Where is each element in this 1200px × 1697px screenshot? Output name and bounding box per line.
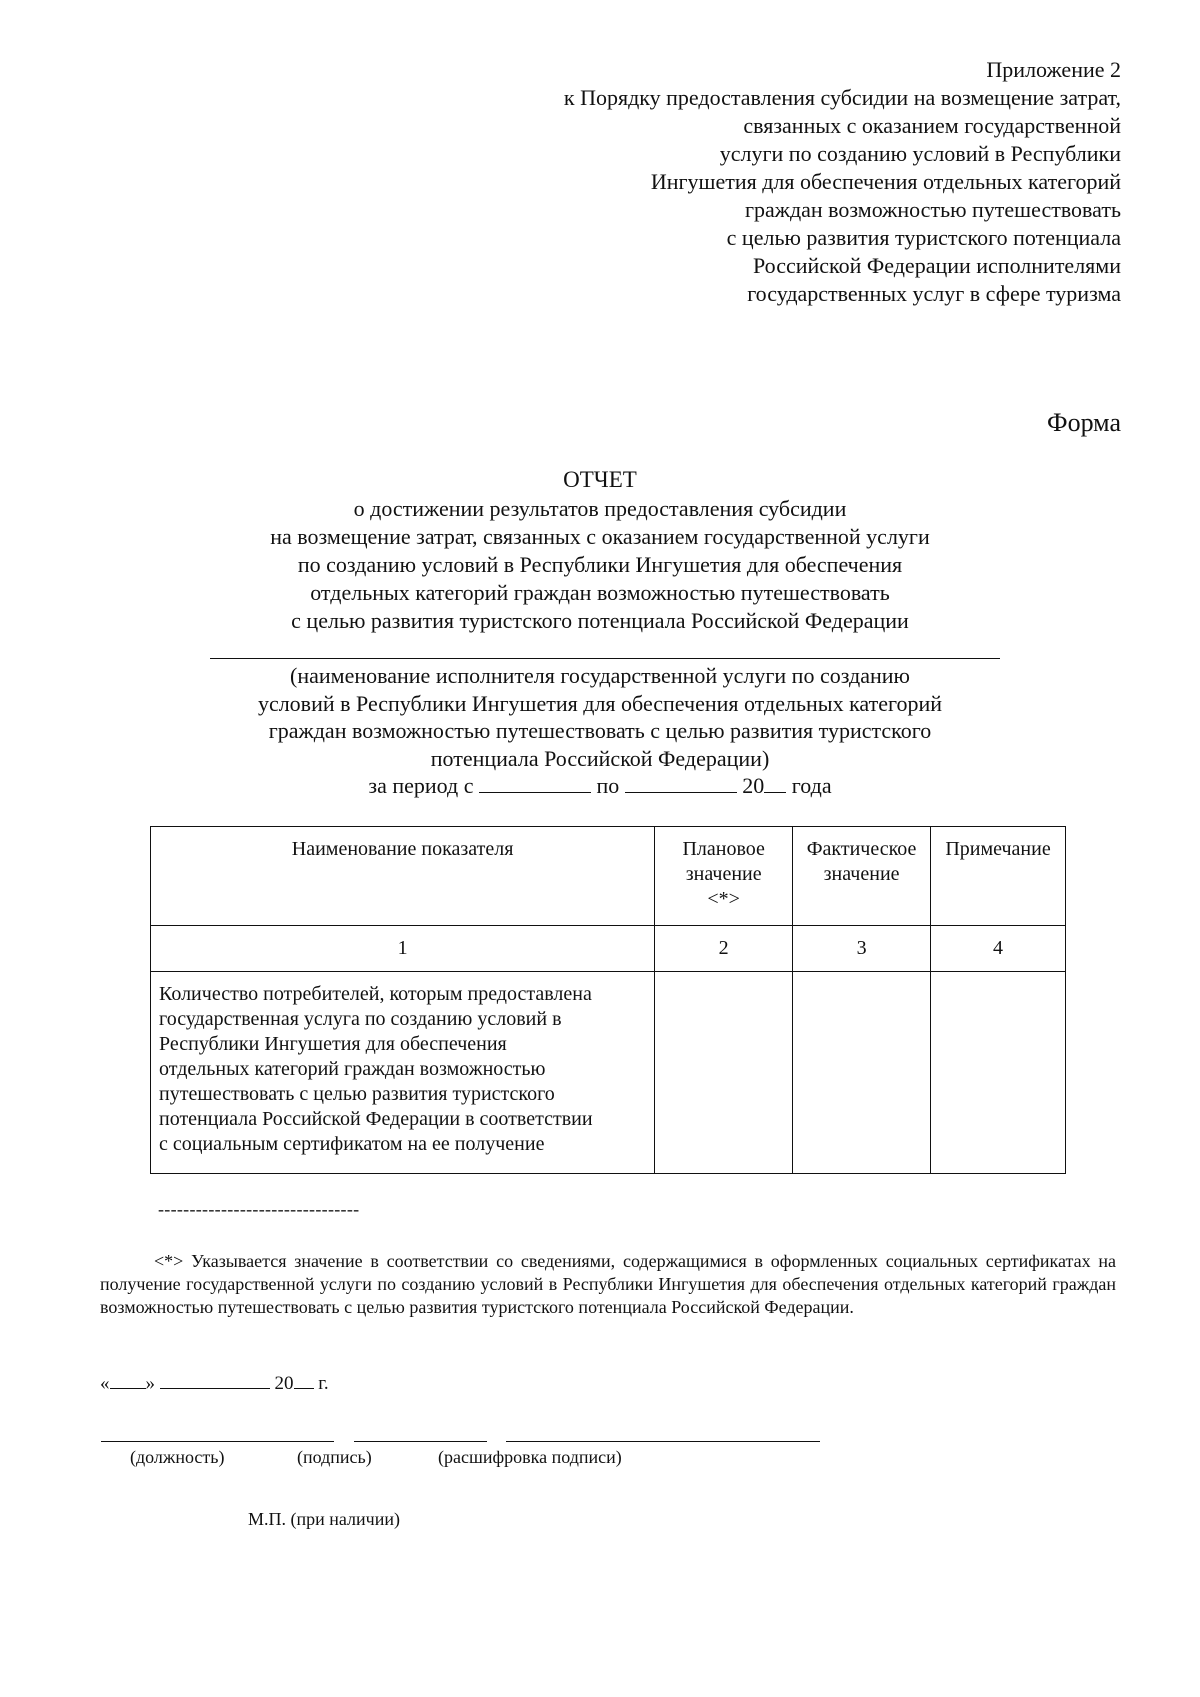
note-cell[interactable] xyxy=(931,972,1066,1174)
seal-label: М.П. (при наличии) xyxy=(248,1509,400,1529)
table-row xyxy=(151,972,1066,1174)
decoding-label: (расшифровка подписи) xyxy=(438,1447,622,1467)
signature-field[interactable] xyxy=(354,1441,487,1442)
column-number: 2 xyxy=(655,926,793,972)
appendix-line: Ингушетия для обеспечения отдельных категорий xyxy=(650,169,1121,194)
header-note: Примечание xyxy=(931,827,1066,926)
report-subtitle-line: на возмещение затрат, связанных с оказанием государственной услуги xyxy=(270,524,930,549)
column-number-row xyxy=(151,926,1066,972)
report-subtitle-line: о достижении результатов предоставления субсидии xyxy=(353,496,847,521)
appendix-line: связанных с оказанием государственной xyxy=(743,113,1121,138)
actual-value-cell[interactable] xyxy=(793,972,931,1174)
indicators-table xyxy=(150,826,1066,1174)
period-year-prefix: 20 xyxy=(742,773,765,798)
signature-label: (подпись) xyxy=(297,1447,372,1467)
position-label: (должность) xyxy=(130,1447,225,1467)
appendix-line: государственных услуг в сфере туризма xyxy=(747,281,1121,306)
appendix-line: к Порядку предоставления субсидии на возмещение затрат, xyxy=(563,85,1121,110)
report-title: ОТЧЕТ xyxy=(563,467,637,492)
report-subtitle-line: по созданию условий в Республики Ингушетия для обеспечения xyxy=(297,552,903,577)
column-number: 4 xyxy=(931,926,1066,972)
hint-line: условий в Республики Ингушетия для обеспечения отдельных категорий xyxy=(257,690,943,716)
footnote-separator: -------------------------------- xyxy=(158,1199,360,1219)
column-number: 3 xyxy=(793,926,931,972)
executor-name-hint xyxy=(150,662,1050,772)
form-label: Форма xyxy=(1047,408,1121,437)
appendix-line: с целью развития туристского потенциала xyxy=(726,225,1121,250)
indicator-name-cell: Количество потребителей, которым предоставлена государственная услуга по созданию условий в Республики Ингушетия для обеспечения отдельных категорий граждан возможностью путешествовать с целью развития туристского потенциала Российской Федерации в соответствии с социальным сертификатом на ее получение xyxy=(151,972,655,1174)
period-to-label: по xyxy=(596,773,620,798)
hint-line: граждан возможностью путешествовать с целью развития туристского xyxy=(268,718,932,743)
table-header-row xyxy=(151,827,1066,926)
header-indicator: Наименование показателя xyxy=(151,827,655,926)
period-start-field[interactable] xyxy=(479,772,591,793)
report-subtitle-line: с целью развития туристского потенциала Российской Федерации xyxy=(291,608,909,633)
header-actual: Фактическое значение xyxy=(793,827,931,926)
period-suffix: года xyxy=(791,773,832,798)
hint-line: (наименование исполнителя государственной услуги по созданию xyxy=(290,663,910,688)
column-number: 1 xyxy=(151,926,655,972)
appendix-line: Приложение 2 xyxy=(986,57,1121,82)
hint-line: потенциала Российской Федерации) xyxy=(430,745,770,771)
planned-value-cell[interactable] xyxy=(655,972,793,1174)
period-end-field[interactable] xyxy=(625,772,737,793)
report-period xyxy=(150,772,1050,800)
appendix-line: граждан возможностью путешествовать xyxy=(744,197,1121,222)
date-day-field[interactable] xyxy=(110,1370,146,1389)
appendix-line: услуги по созданию условий в Республики xyxy=(719,141,1121,166)
appendix-line: Российской Федерации исполнителями xyxy=(752,253,1121,278)
date-year-field[interactable] xyxy=(294,1370,314,1389)
report-title-block xyxy=(150,465,1050,635)
appendix-header xyxy=(401,56,1121,308)
signature-date: « » 20 г. xyxy=(100,1370,329,1396)
header-planned: Плановое значение <*> xyxy=(655,827,793,926)
signature-decoding-field[interactable] xyxy=(506,1441,820,1442)
period-year-field[interactable] xyxy=(764,772,786,793)
date-month-field[interactable] xyxy=(160,1370,270,1389)
footnote-text: <*> Указывается значение в соответствии со сведениями, содержащимися в оформленных социальных сертификатах на получение государственной услуги по созданию условий в Республики Ингушетия для обеспечения отдельных категорий граждан возможностью путешествовать с целью развития туристского потенциала Российской Федерации. xyxy=(100,1251,1116,1317)
period-prefix: за период с xyxy=(368,773,474,798)
position-field[interactable] xyxy=(101,1441,334,1442)
report-subtitle-line: отдельных категорий граждан возможностью путешествовать xyxy=(310,580,890,605)
executor-name-field[interactable] xyxy=(210,658,1000,659)
